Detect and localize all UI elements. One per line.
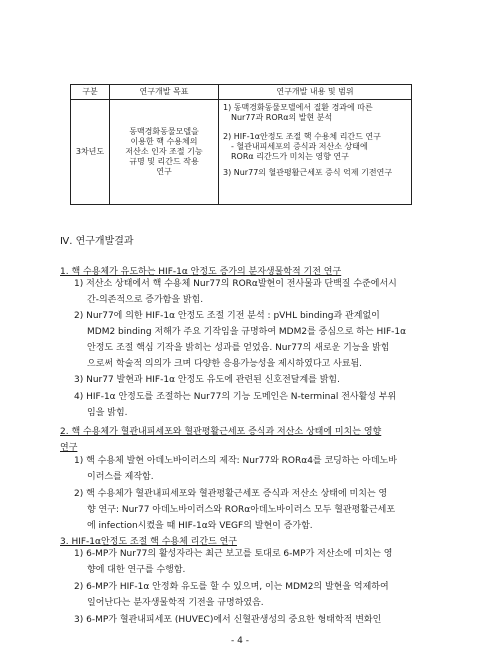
item-line: 2) 6-MP가 HIF-1α 안정화 유도를 할 수 있으며, 이는 MDM2의 발현을 억제하여 [74,582,389,592]
item-line: 2) Nur77에 의한 HIF-1α 안정도 조절 기전 분석 : pVHL binding과 관계없이 [74,311,380,321]
item-line: 1) 핵 수용체 발현 아데노바이러스의 제작: Nur77와 RORα4를 코딩하는 아데노바 [74,456,397,466]
item-line: 에 infection시켰을 때 HIF-1α와 VEGF의 발현이 증가함. [87,521,313,531]
list-item [74,372,430,388]
list-item [74,308,430,372]
research-goals-table [70,84,412,205]
list-item [74,612,430,628]
item-line: 으로써 학술적 의의가 크며 다양한 응용가능성을 제시하였다고 사료됨. [87,359,363,369]
content-line: RORα 리간드가 미치는 영향 연구 [231,152,349,161]
item-line: 2) 핵 수용체가 혈관내피세포와 혈관평활근세포 증식과 저산소 상태에 미치는 영 [74,489,388,499]
item-line: 향 연구: Nur77 아데노바이러스와 RORα아데노바이러스 모두 혈관평활근세포 [87,505,396,515]
table-row [71,100,412,205]
goal-line: 연구 [156,167,172,176]
page-number: - 4 - [231,636,249,646]
list-item [74,276,430,308]
header-category: 구분 [71,85,110,100]
item-line: 안정도 조절 핵심 기작을 밝히는 성과를 얻었음. Nur77의 새로운 기능을 밝힘 [87,343,390,353]
item-line: 향에 대한 연구를 수행함. [87,565,186,575]
goal-line: 동맥경화동물모델을 [129,127,199,136]
goal-line: 저산소 인자 조절 기능 [125,147,203,156]
cell-goal [110,100,219,205]
header-goal: 연구개발 목표 [110,85,219,100]
item-line: 4) HIF-1α 안정도를 조절하는 Nur77의 기능 도메인은 N-terminal 전사활성 부위 [74,392,397,402]
content-line: Nur77과 RORα의 발현 분석 [231,113,333,122]
list-item [74,453,430,485]
content-line: - 혈관내피세포의 증식과 저산소 상태에 [231,142,368,151]
item-line: 1) 6-MP가 Nur77의 활성자라는 최근 보고를 토대로 6-MP가 저산소에 미치는 영 [74,549,393,559]
header-content: 연구개발 내용 및 범위 [219,85,412,100]
item-line: 일어난다는 분자생물학적 기전을 규명하였음. [87,598,264,608]
section-title-continued: 연구 [60,443,78,453]
item-line: 임을 밝힘. [87,408,128,418]
item-line: 이러스를 제작함. [87,472,154,482]
content-line: 1) 동맥경화동물모델에서 질환 경과에 따른 [223,103,373,112]
content-line: 2) HIF-1α안정도 조절 핵 수용체 리간드 연구 [223,132,381,141]
section-title: 3. HIF-1α안정도 조절 핵 수용체 리간드 연구 [60,537,237,547]
list-item [74,546,430,578]
cell-content [219,100,412,205]
list-item [74,389,430,421]
content-line: 3) Nur77의 혈관평활근세포 증식 억제 기전연구 [223,168,393,177]
item-line: MDM2 binding 저해가 주요 기작임을 규명하여 MDM2를 중심으로 하는 HIF-1α [87,327,407,337]
item-line: 1) 저산소 상태에서 핵 수용체 Nur77의 RORα발현이 전사물과 단백질 수준에서시 [74,279,397,289]
table-header-row [71,85,412,100]
goal-line: 규명 및 리간드 작용 [129,157,199,166]
section-title: 1. 핵 수용체가 유도하는 HIF-1α 안정도 증가의 분자생물학적 기전 연구 [60,267,342,277]
goal-line: 이용한 핵 수용체의 [130,137,198,146]
cell-year: 3차년도 [71,100,110,205]
list-item [74,579,430,611]
section-heading: Ⅳ. 연구개발결과 [60,236,134,247]
section-title: 2. 핵 수용체가 혈관내피세포와 혈관평활근세포 증식과 저산소 상태에 미치는 영향 [60,427,382,437]
item-line: 3) Nur77 발현과 HIF-1α 안정도 유도에 관련된 신호전달계를 밝힘. [74,375,340,385]
list-item [74,486,430,534]
item-line: 3) 6-MP가 혈관내피세포 (HUVEC)에서 신혈관생성의 중요한 형태학적 변화인 [74,615,382,625]
item-line: 간-의존적으로 증가함을 밝힘. [87,295,204,305]
